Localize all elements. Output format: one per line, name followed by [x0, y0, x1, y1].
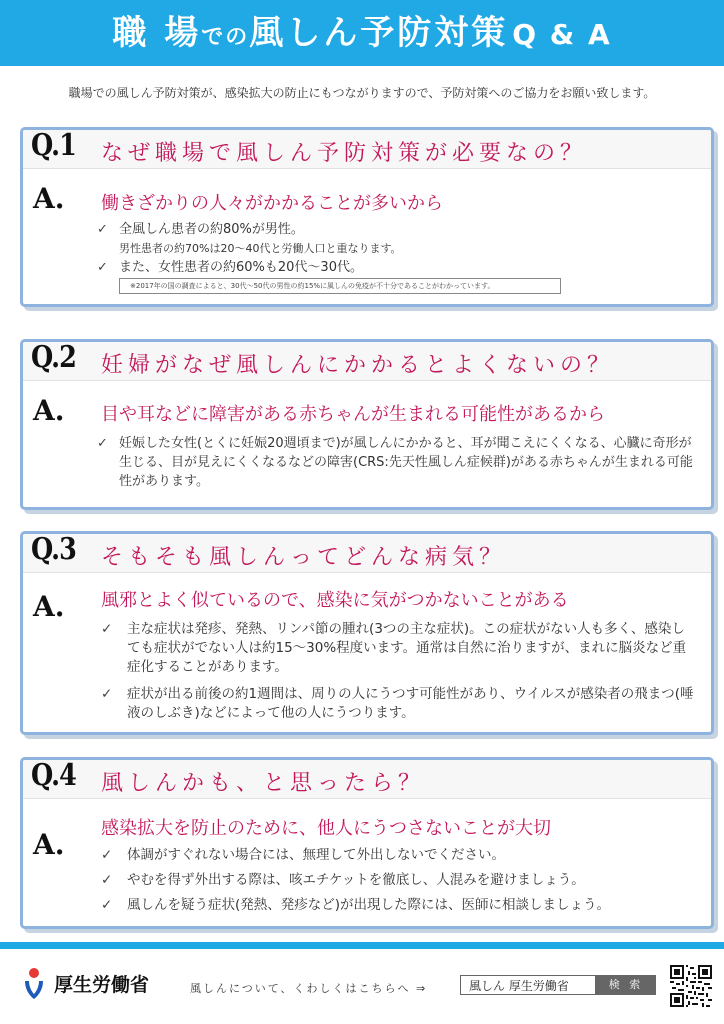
list-item: ✓ 妊娠した女性(とくに妊娠20週頃まで)が風しんにかかると、耳が聞こえにくくなる、心臓に奇形が生じる、目が見えにくくなるなどの障害(CRS:先天性風しん症候群)がある赤ちゃんが生まれる可能性があります。 [97, 434, 697, 491]
footer-divider [0, 942, 724, 949]
question-bar [23, 534, 711, 573]
title-rest: 風しん予防対策 [249, 13, 509, 53]
question-text: そもそも風しんってどんな病気？ [101, 545, 507, 570]
list-item: ✓ 風しんを疑う症状(発熱、発疹など)が出現した際には、医師に相談しましょう。 [97, 896, 697, 915]
title-particle: での [201, 25, 250, 50]
answer-heading: 感染拡大を防止のために、他人にうつさないことが大切 [101, 818, 551, 839]
qa-card-4 [20, 757, 714, 929]
page-title [0, 0, 724, 66]
ministry-logo-icon [22, 967, 46, 1001]
question-text: なぜ職場で風しん予防対策が必要なの？ [101, 141, 588, 166]
answer-label: A. [33, 394, 65, 427]
list-item: ✓ また、女性患者の約60%も20代～30代。 [97, 258, 697, 277]
answer-heading: 働きざかりの人々がかかることが多いから [101, 193, 443, 214]
question-number: Q.2 [31, 340, 77, 375]
qr-code-icon[interactable] [670, 965, 712, 1007]
list-item: ✓ 主な症状は発疹、発熱、リンパ節の腫れ(3つの主な症状)。この症状がない人も多く、感染しても症状がでない人は約15～30%程度います。通常は自然に治りますが、まれに脳炎など重症化することがあります。 [97, 620, 697, 677]
question-number: Q.4 [31, 758, 77, 793]
list-item: ✓ やむを得ず外出する際は、咳エチケットを徹底し、人混みを避けましょう。 [97, 871, 697, 890]
question-bar [23, 342, 711, 381]
title-qa: Q & A [512, 18, 612, 51]
question-number: Q.1 [31, 128, 77, 163]
question-bar [23, 760, 711, 799]
survey-note: ※2017年の国の調査によると、30代～50代の男性の約15%に風しんの免疫が不十分であることがわかっています。 [119, 278, 561, 294]
answer-list [97, 620, 697, 723]
search-button[interactable]: 検 索 [596, 975, 656, 995]
intro-text: 職場での風しん予防対策が、感染拡大の防止にもつながりますので、予防対策へのご協力をお願い致します。 [68, 86, 656, 100]
list-item: ✓ 症状が出る前後の約1週間は、周りの人にうつす可能性があり、ウイルスが感染者の飛まつ(唾液のしぶき)などによって他の人にうつります。 [97, 685, 697, 723]
ministry-name: 厚生労働省 [54, 974, 150, 996]
answer-heading: 風邪とよく似ているので、感染に気がつかないことがある [101, 590, 569, 611]
question-text: 妊婦がなぜ風しんにかかるとよくないの？ [101, 353, 615, 378]
answer-label: A. [33, 590, 65, 623]
list-item: ✓ 体調がすぐれない場合には、無理して外出しないでください。 [97, 846, 697, 865]
question-number: Q.3 [31, 532, 77, 567]
answer-list [97, 846, 697, 915]
answer-list [97, 434, 697, 491]
answer-label: A. [33, 182, 65, 215]
title-main: 職 場 [112, 13, 202, 53]
question-text: 風しんかも、と思ったら？ [101, 771, 426, 796]
answer-heading: 目や耳などに障害がある赤ちゃんが生まれる可能性があるから [101, 404, 605, 425]
qa-card-2 [20, 339, 714, 510]
qa-card-3 [20, 531, 714, 735]
search-input[interactable]: 風しん 厚生労働省 [460, 975, 596, 995]
answer-label: A. [33, 828, 65, 861]
answer-list [97, 220, 697, 277]
qa-card-1 [20, 127, 714, 307]
footer-text: 風しんについて、くわしくはこちらへ ⇒ [190, 982, 428, 995]
list-item: ✓ 全風しん患者の約80%が男性。 男性患者の約70%は20～40代と労働人口と重なります。 [97, 220, 697, 258]
question-bar [23, 130, 711, 169]
